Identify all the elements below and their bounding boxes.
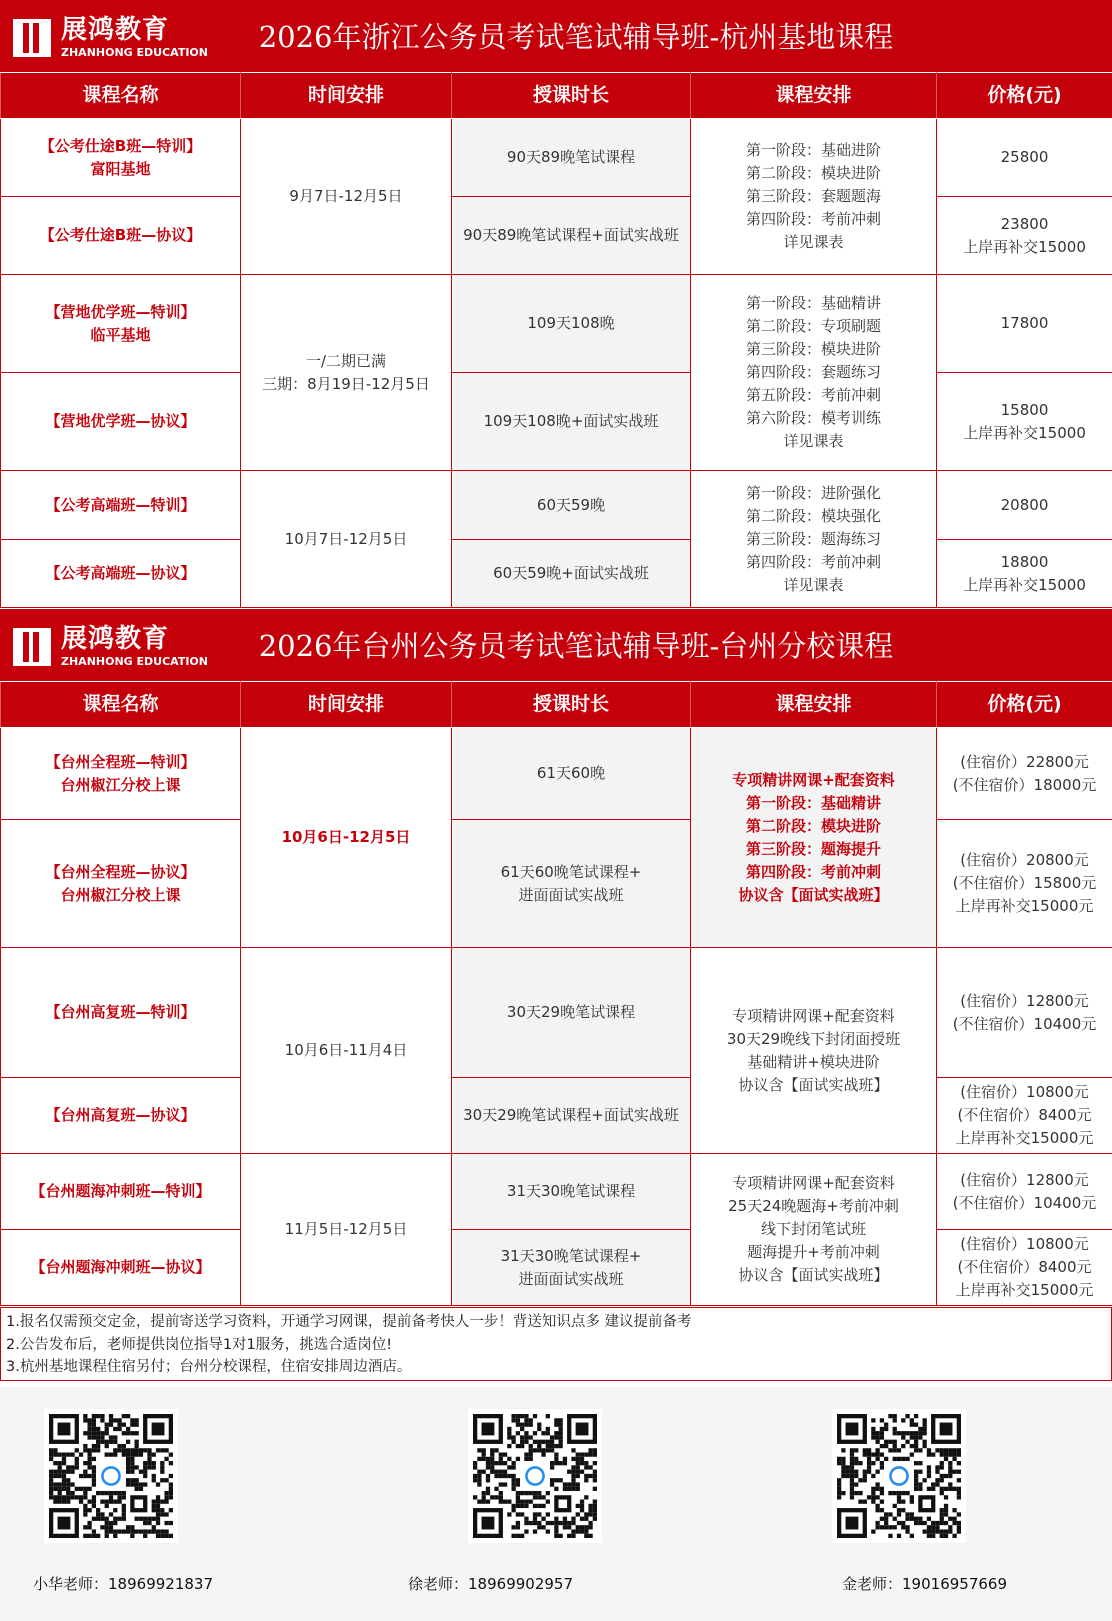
wechat-qr-icon [468, 1409, 602, 1543]
col-header-price: 价格(元) [937, 682, 1112, 728]
course-duration: 30天29晚笔试课程+面试实战班 [452, 1078, 691, 1154]
table-row [1, 373, 1112, 471]
course-duration: 61天60晚 [452, 728, 691, 820]
section1-title: 2026年浙江公务员考试笔试辅导班-杭州基地课程 [258, 20, 894, 54]
col-header-schedule: 时间安排 [241, 682, 452, 728]
contact-phone[interactable]: 19016957669 [902, 1575, 1007, 1593]
contact-2 [408, 1573, 573, 1594]
course-price: (住宿价）10800元 (不住宿价）8400元 上岸再补交15000元 [937, 1230, 1112, 1306]
course-name: 【台州题海冲刺班—特训】 [1, 1154, 241, 1230]
course-price: 25800 [937, 119, 1112, 197]
col-header-price: 价格(元) [937, 73, 1112, 119]
course-price: (住宿价）22800元 (不住宿价）18000元 [937, 728, 1112, 820]
course-name: 【公考高端班—协议】 [1, 540, 241, 608]
contact-1 [33, 1573, 213, 1594]
logo-text-cn: 展鸿教育 [61, 15, 170, 45]
table-row [1, 275, 1112, 373]
section2-header [0, 609, 1112, 681]
course-name: 【台州全程班—特训】 台州椒江分校上课 [1, 728, 241, 820]
qr-code-graphic [473, 1414, 597, 1538]
course-schedule: 10月6日-12月5日 [241, 728, 452, 948]
course-schedule: 一/二期已满 三期：8月19日-12月5日 [241, 275, 452, 471]
notes-box [0, 1307, 1112, 1381]
brand-logo [13, 622, 208, 670]
course-name: 【营地优学班—协议】 [1, 373, 241, 471]
col-header-name: 课程名称 [1, 682, 241, 728]
col-header-schedule: 时间安排 [241, 73, 452, 119]
contact-footer [0, 1387, 1112, 1621]
course-arrangement: 第一阶段：基础进阶 第二阶段：模块进阶 第三阶段：套题题海 第四阶段：考前冲刺 详见课表 [691, 119, 937, 275]
course-duration: 109天108晚 [452, 275, 691, 373]
course-duration: 90天89晚笔试课程 [452, 119, 691, 197]
col-header-arrangement: 课程安排 [691, 682, 937, 728]
contact-label: 小华老师： [33, 1575, 109, 1593]
contact-label: 徐老师： [408, 1575, 469, 1593]
note-line: 3.杭州基地课程住宿另付；台州分校课程，住宿安排周边酒店。 [6, 1359, 412, 1375]
logo-mark-icon [13, 628, 51, 666]
course-name: 【营地优学班—特训】 临平基地 [1, 275, 241, 373]
note-line: 1.报名仅需预交定金，提前寄送学习资料，开通学习网课，提前备考快人一步！背送知识点多 建议提前备考 [6, 1314, 692, 1330]
table-row [1, 820, 1112, 948]
course-price: (住宿价）12800元 (不住宿价）10400元 [937, 1154, 1112, 1230]
table-row [1, 471, 1112, 540]
col-header-duration: 授课时长 [452, 73, 691, 119]
course-arrangement: 专项精讲网课+配套资料 25天24晚题海+考前冲刺 线下封闭笔试班 题海提升+考前冲刺 协议含【面试实战班】 [691, 1154, 937, 1306]
logo-text-cn: 展鸿教育 [61, 624, 170, 654]
course-price: (住宿价）20800元 (不住宿价）15800元 上岸再补交15000元 [937, 820, 1112, 948]
section1-table [0, 72, 1112, 608]
course-arrangement: 第一阶段：基础精讲 第二阶段：专项刷题 第三阶段：模块进阶 第四阶段：套题练习 第五阶段：考前冲刺 第六阶段：模考训练 详见课表 [691, 275, 937, 471]
course-name: 【公考高端班—特训】 [1, 471, 241, 540]
note-line: 2.公告发布后，老师提供岗位指导1对1服务，挑选合适岗位! [6, 1336, 393, 1353]
contact-3 [842, 1573, 1007, 1594]
course-name: 【台州全程班—协议】 台州椒江分校上课 [1, 820, 241, 948]
contact-phone[interactable]: 18969902957 [468, 1575, 573, 1593]
course-name: 【台州高复班—协议】 [1, 1078, 241, 1154]
course-price: 15800 上岸再补交15000 [937, 373, 1112, 471]
col-header-arrangement: 课程安排 [691, 73, 937, 119]
qr-code-graphic [837, 1414, 961, 1538]
table-row [1, 1154, 1112, 1230]
course-arrangement: 第一阶段：进阶强化 第二阶段：模块强化 第三阶段：题海练习 第四阶段：考前冲刺 详见课表 [691, 471, 937, 608]
course-price: 23800 上岸再补交15000 [937, 197, 1112, 275]
logo-text-en: ZHANHONG EDUCATION [61, 655, 208, 668]
course-duration: 31天30晚笔试课程 [452, 1154, 691, 1230]
course-duration: 109天108晚+面试实战班 [452, 373, 691, 471]
course-name: 【台州高复班—特训】 [1, 948, 241, 1078]
course-arrangement: 专项精讲网课+配套资料 30天29晚线下封闭面授班 基础精讲+模块进阶 协议含【面试实战班】 [691, 948, 937, 1154]
wechat-qr-icon [44, 1409, 178, 1543]
course-duration: 60天59晚+面试实战班 [452, 540, 691, 608]
table-row [1, 1230, 1112, 1306]
course-price: 20800 [937, 471, 1112, 540]
table-row [1, 119, 1112, 197]
course-name: 【公考仕途B班—特训】 富阳基地 [1, 119, 241, 197]
course-schedule: 9月7日-12月5日 [241, 119, 452, 275]
table-row [1, 1078, 1112, 1154]
table-row [1, 197, 1112, 275]
section1-header [0, 0, 1112, 72]
course-price: 18800 上岸再补交15000 [937, 540, 1112, 608]
section2-table [0, 681, 1112, 1306]
course-duration: 30天29晚笔试课程 [452, 948, 691, 1078]
wechat-qr-icon [832, 1409, 966, 1543]
section2-title: 2026年台州公务员考试笔试辅导班-台州分校课程 [258, 629, 894, 663]
brand-logo [13, 13, 208, 61]
course-schedule: 10月7日-12月5日 [241, 471, 452, 608]
course-price: (住宿价）10800元 (不住宿价）8400元 上岸再补交15000元 [937, 1078, 1112, 1154]
course-duration: 60天59晚 [452, 471, 691, 540]
course-duration: 61天60晚笔试课程+ 进面面试实战班 [452, 820, 691, 948]
col-header-name: 课程名称 [1, 73, 241, 119]
logo-text-en: ZHANHONG EDUCATION [61, 46, 208, 59]
contact-label: 金老师： [842, 1575, 903, 1593]
course-duration: 90天89晚笔试课程+面试实战班 [452, 197, 691, 275]
course-price: 17800 [937, 275, 1112, 373]
table-row [1, 728, 1112, 820]
col-header-duration: 授课时长 [452, 682, 691, 728]
course-arrangement: 专项精讲网课+配套资料 第一阶段：基础精讲 第二阶段：模块进阶 第三阶段：题海提升 第四阶段：考前冲刺 协议含【面试实战班】 [691, 728, 937, 948]
table-row [1, 948, 1112, 1078]
qr-code-graphic [49, 1414, 173, 1538]
course-duration: 31天30晚笔试课程+ 进面面试实战班 [452, 1230, 691, 1306]
course-name: 【公考仕途B班—协议】 [1, 197, 241, 275]
table-row [1, 540, 1112, 608]
course-schedule: 11月5日-12月5日 [241, 1154, 452, 1306]
course-schedule: 10月6日-11月4日 [241, 948, 452, 1154]
contact-phone[interactable]: 18969921837 [108, 1575, 213, 1593]
logo-mark-icon [13, 19, 51, 57]
course-name: 【台州题海冲刺班—协议】 [1, 1230, 241, 1306]
course-price: (住宿价）12800元 (不住宿价）10400元 [937, 948, 1112, 1078]
